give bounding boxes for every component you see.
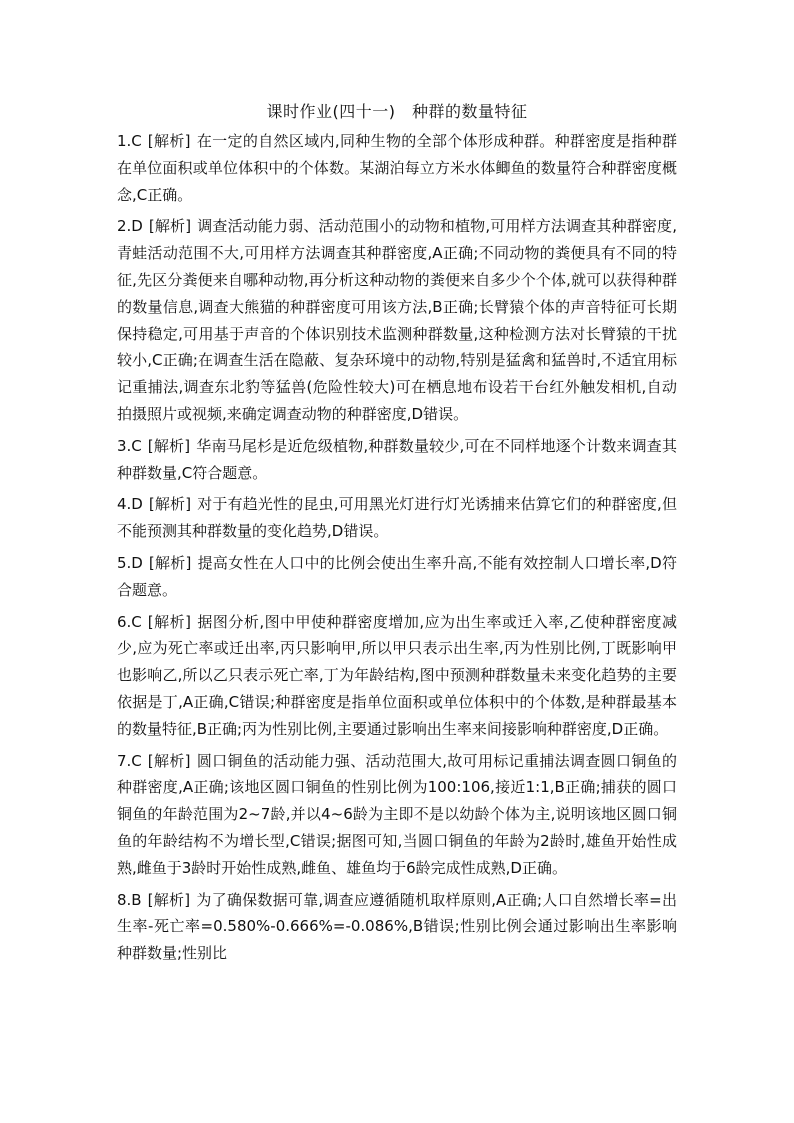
answer-item-6 xyxy=(117,609,677,743)
answer-list xyxy=(117,128,677,972)
answer-text: 为了确保数据可靠,调查应遵循随机取样原则,A正确;人口自然增长率=出生率-死亡率=0.580%-0.666%=-0.086%,B错误;性别比例会通过影响出生率影响种群数量;性别比 xyxy=(117,890,677,963)
analysis-tag: [解析] xyxy=(147,751,191,770)
answer-text: 华南马尾杉是近危级植物,种群数量较少,可在不同样地逐个计数来调查其种群数量,C符合题意。 xyxy=(117,436,677,482)
answer-number: 5.D xyxy=(117,553,143,572)
answer-item-1 xyxy=(117,128,677,208)
answer-text: 在一定的自然区域内,同种生物的全部个体形成种群。种群密度是指种群在单位面积或单位体积中的个体数。某湖泊每立方米水体鲫鱼的数量符合种群密度概念,C正确。 xyxy=(117,132,677,204)
analysis-tag: [解析] xyxy=(148,495,192,514)
answer-item-3 xyxy=(117,433,677,487)
answer-item-2 xyxy=(117,213,677,427)
answer-item-4 xyxy=(117,491,677,545)
answer-text: 提高女性在人口中的比例会使出生率升高,不能有效控制人口增长率,D符合题意。 xyxy=(117,553,677,599)
analysis-tag: [解析] xyxy=(148,217,192,236)
answer-item-7 xyxy=(117,748,677,882)
analysis-tag: [解析] xyxy=(147,890,191,909)
answer-item-8 xyxy=(117,887,677,967)
analysis-tag: [解析] xyxy=(147,436,191,455)
answer-number: 4.D xyxy=(117,495,143,514)
analysis-tag: [解析] xyxy=(147,132,191,150)
page-title: 课时作业(四十一) 种群的数量特征 xyxy=(266,102,528,121)
answer-number: 7.C xyxy=(117,751,142,770)
answer-item-5 xyxy=(117,550,677,604)
answer-number: 1.C xyxy=(117,132,142,150)
answer-text: 圆口铜鱼的活动能力强、活动范围大,故可用标记重捕法调查圆口铜鱼的种群密度,A正确;该地区圆口铜鱼的性别比例为100:106,接近1:1,B正确;捕获的圆口铜鱼的年龄范围为2~7龄,并以4~6龄为主即不是以幼龄个体为主,说明该地区圆口铜鱼的年龄结构不为增长型,C错误;据图可知,当圆口铜鱼的年龄为2龄时,雄鱼开始性成熟,雌鱼于3龄时开始性成熟,雌鱼、雄鱼均于6龄完成性成熟,D正确。 xyxy=(117,751,677,877)
answer-number: 3.C xyxy=(117,436,142,455)
answer-number: 8.B xyxy=(117,890,142,909)
answer-text: 据图分析,图中甲使种群密度增加,应为出生率或迁入率,乙使种群密度减少,应为死亡率或迁出率,丙只影响甲,所以甲只表示出生率,丙为性别比例,丁既影响甲也影响乙,所以乙只表示死亡率,丁为年龄结构,图中预测种群数量未来变化趋势的主要依据是丁,A正确,C错误;种群密度是指单位面积或单位体积中的个体数,是种群最基本的数量特征,B正确;丙为性别比例,主要通过影响出生率来间接影响种群密度,D正确。 xyxy=(117,612,677,738)
answer-number: 2.D xyxy=(117,217,143,236)
analysis-tag: [解析] xyxy=(148,553,192,572)
answer-text: 对于有趋光性的昆虫,可用黑光灯进行灯光诱捕来估算它们的种群密度,但不能预测其种群数量的变化趋势,D错误。 xyxy=(117,495,677,541)
answer-number: 6.C xyxy=(117,612,142,631)
answer-text: 调查活动能力弱、活动范围小的动物和植物,可用样方法调查其种群密度,青蛙活动范围不大,可用样方法调查其种群密度,A正确;不同动物的粪便具有不同的特征,先区分粪便来自哪种动物,再分析这种动物的粪便来自多少个个体,就可以获得种群的数量信息,调查大熊猫的种群密度可用该方法,B正确;长臂猿个体的声音特征可长期保持稳定,可用基于声音的个体识别技术监测种群数量,这种检测方法对长臂猿的干扰较小,C正确;在调查生活在隐蔽、复杂环境中的动物,特别是猛禽和猛兽时,不适宜用标记重捕法,调查东北豹等猛兽(危险性较大)可在栖息地布设若干台红外触发相机,自动拍摄照片或视频,来确定调查动物的种群密度,D错误。 xyxy=(117,217,677,423)
analysis-tag: [解析] xyxy=(147,612,191,631)
